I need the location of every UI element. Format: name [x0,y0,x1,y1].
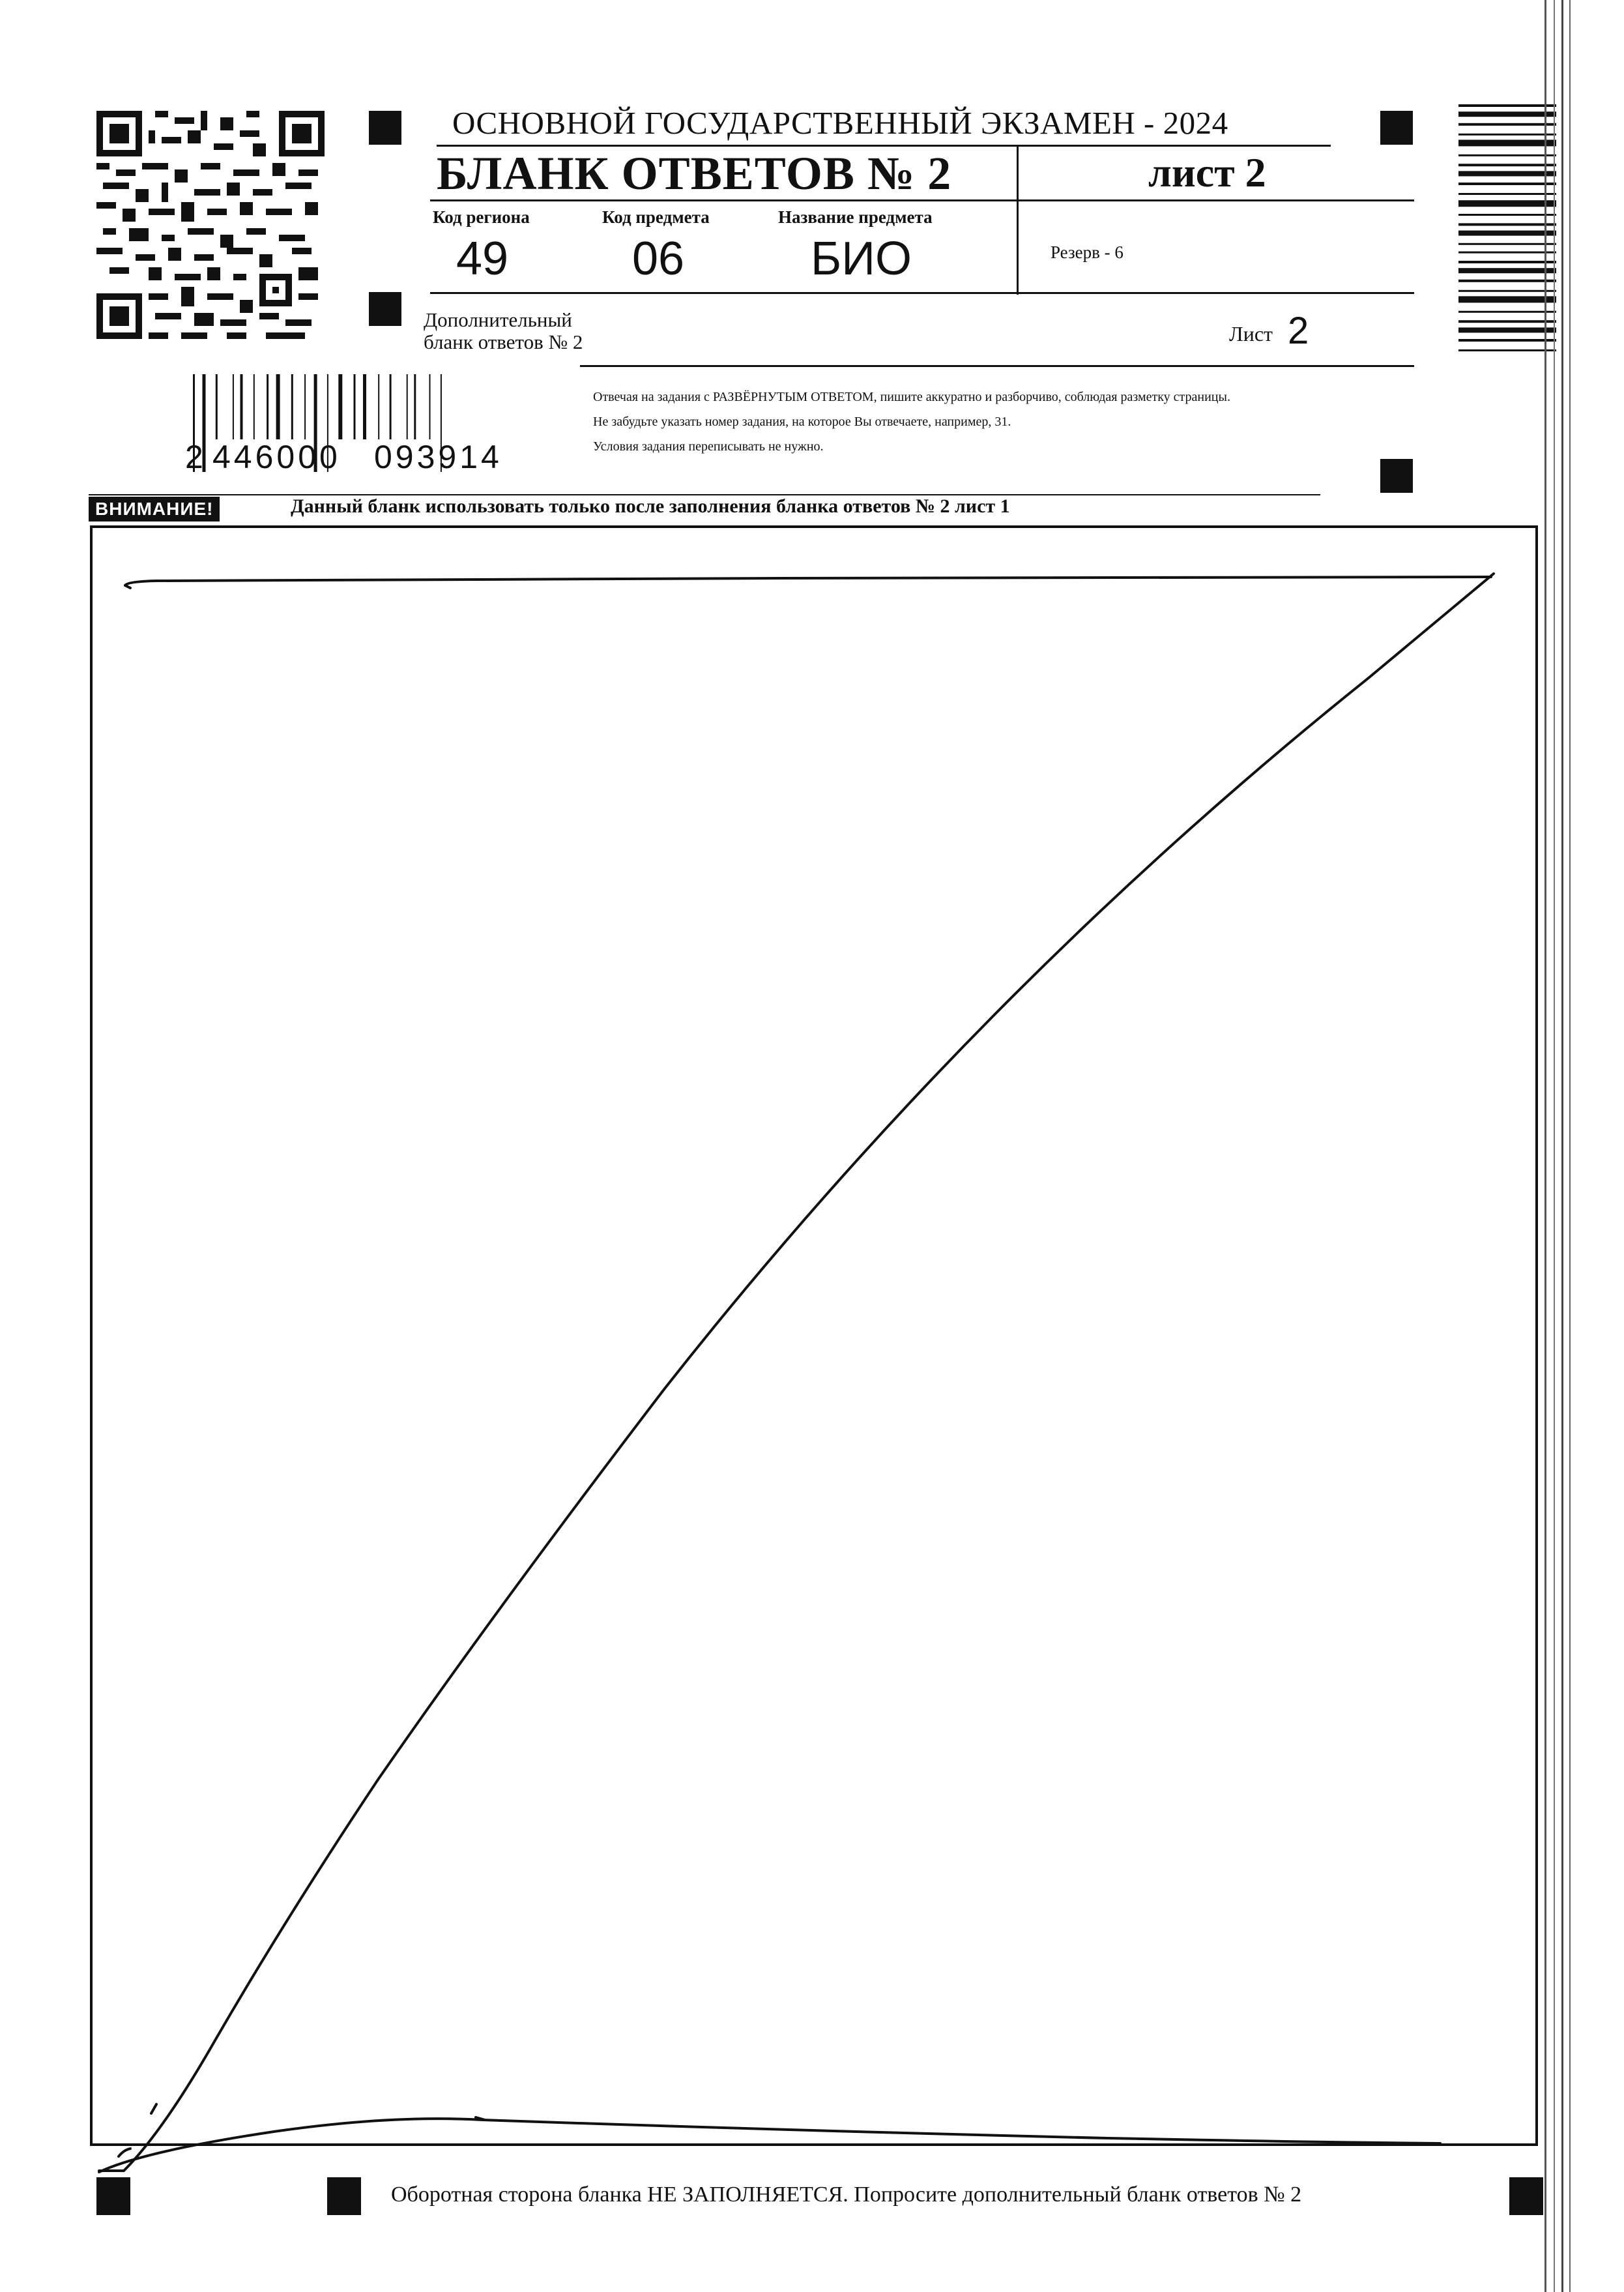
instruction-line: Не забудьте указать номер задания, на которое Вы отвечаете, например, 31. [593,415,1011,429]
footer-note: Оборотная сторона бланка НЕ ЗАПОЛНЯЕТСЯ. Попросите дополнительный бланк ответов № 2 [391,2182,1302,2207]
instruction-line: Условия задания переписывать не нужно. [593,439,824,454]
barcode-digits-last: 093914 [374,439,502,475]
warning-text: Данный бланк использовать только после заполнения бланка ответов № 2 лист 1 [291,495,1010,517]
subject-code-label: Код предмета [602,207,710,227]
subject-code-value: 06 [632,233,685,285]
region-code-value: 49 [456,233,509,285]
subject-name-label: Название предмета [778,207,933,227]
barcode-digits-mid: 446000 [212,439,341,475]
additional-form-line1: Дополнительный [424,308,572,331]
reserve-label: Резерв - 6 [1051,242,1124,262]
region-code-label: Код региона [433,207,530,227]
sheet-title: лист 2 [1148,149,1266,196]
instruction-line: Отвечая на задания с РАЗВЁРНУТЫМ ОТВЕТОМ, пишите аккуратно и разборчиво, соблюдая разметку страницы. [593,390,1230,404]
additional-form-line2: бланк ответов № 2 [424,331,583,353]
sheet-label: Лист [1229,322,1273,345]
subject-name-value: БИО [811,233,912,285]
form-title: БЛАНК ОТВЕТОВ № 2 [437,147,952,199]
exam-title: ОСНОВНОЙ ГОСУДАРСТВЕННЫЙ ЭКЗАМЕН - 2024 [452,105,1228,141]
sheet-number: 2 [1288,310,1309,352]
warning-badge: ВНИМАНИЕ! [89,497,220,522]
barcode-digit-first: 2 [185,439,206,475]
